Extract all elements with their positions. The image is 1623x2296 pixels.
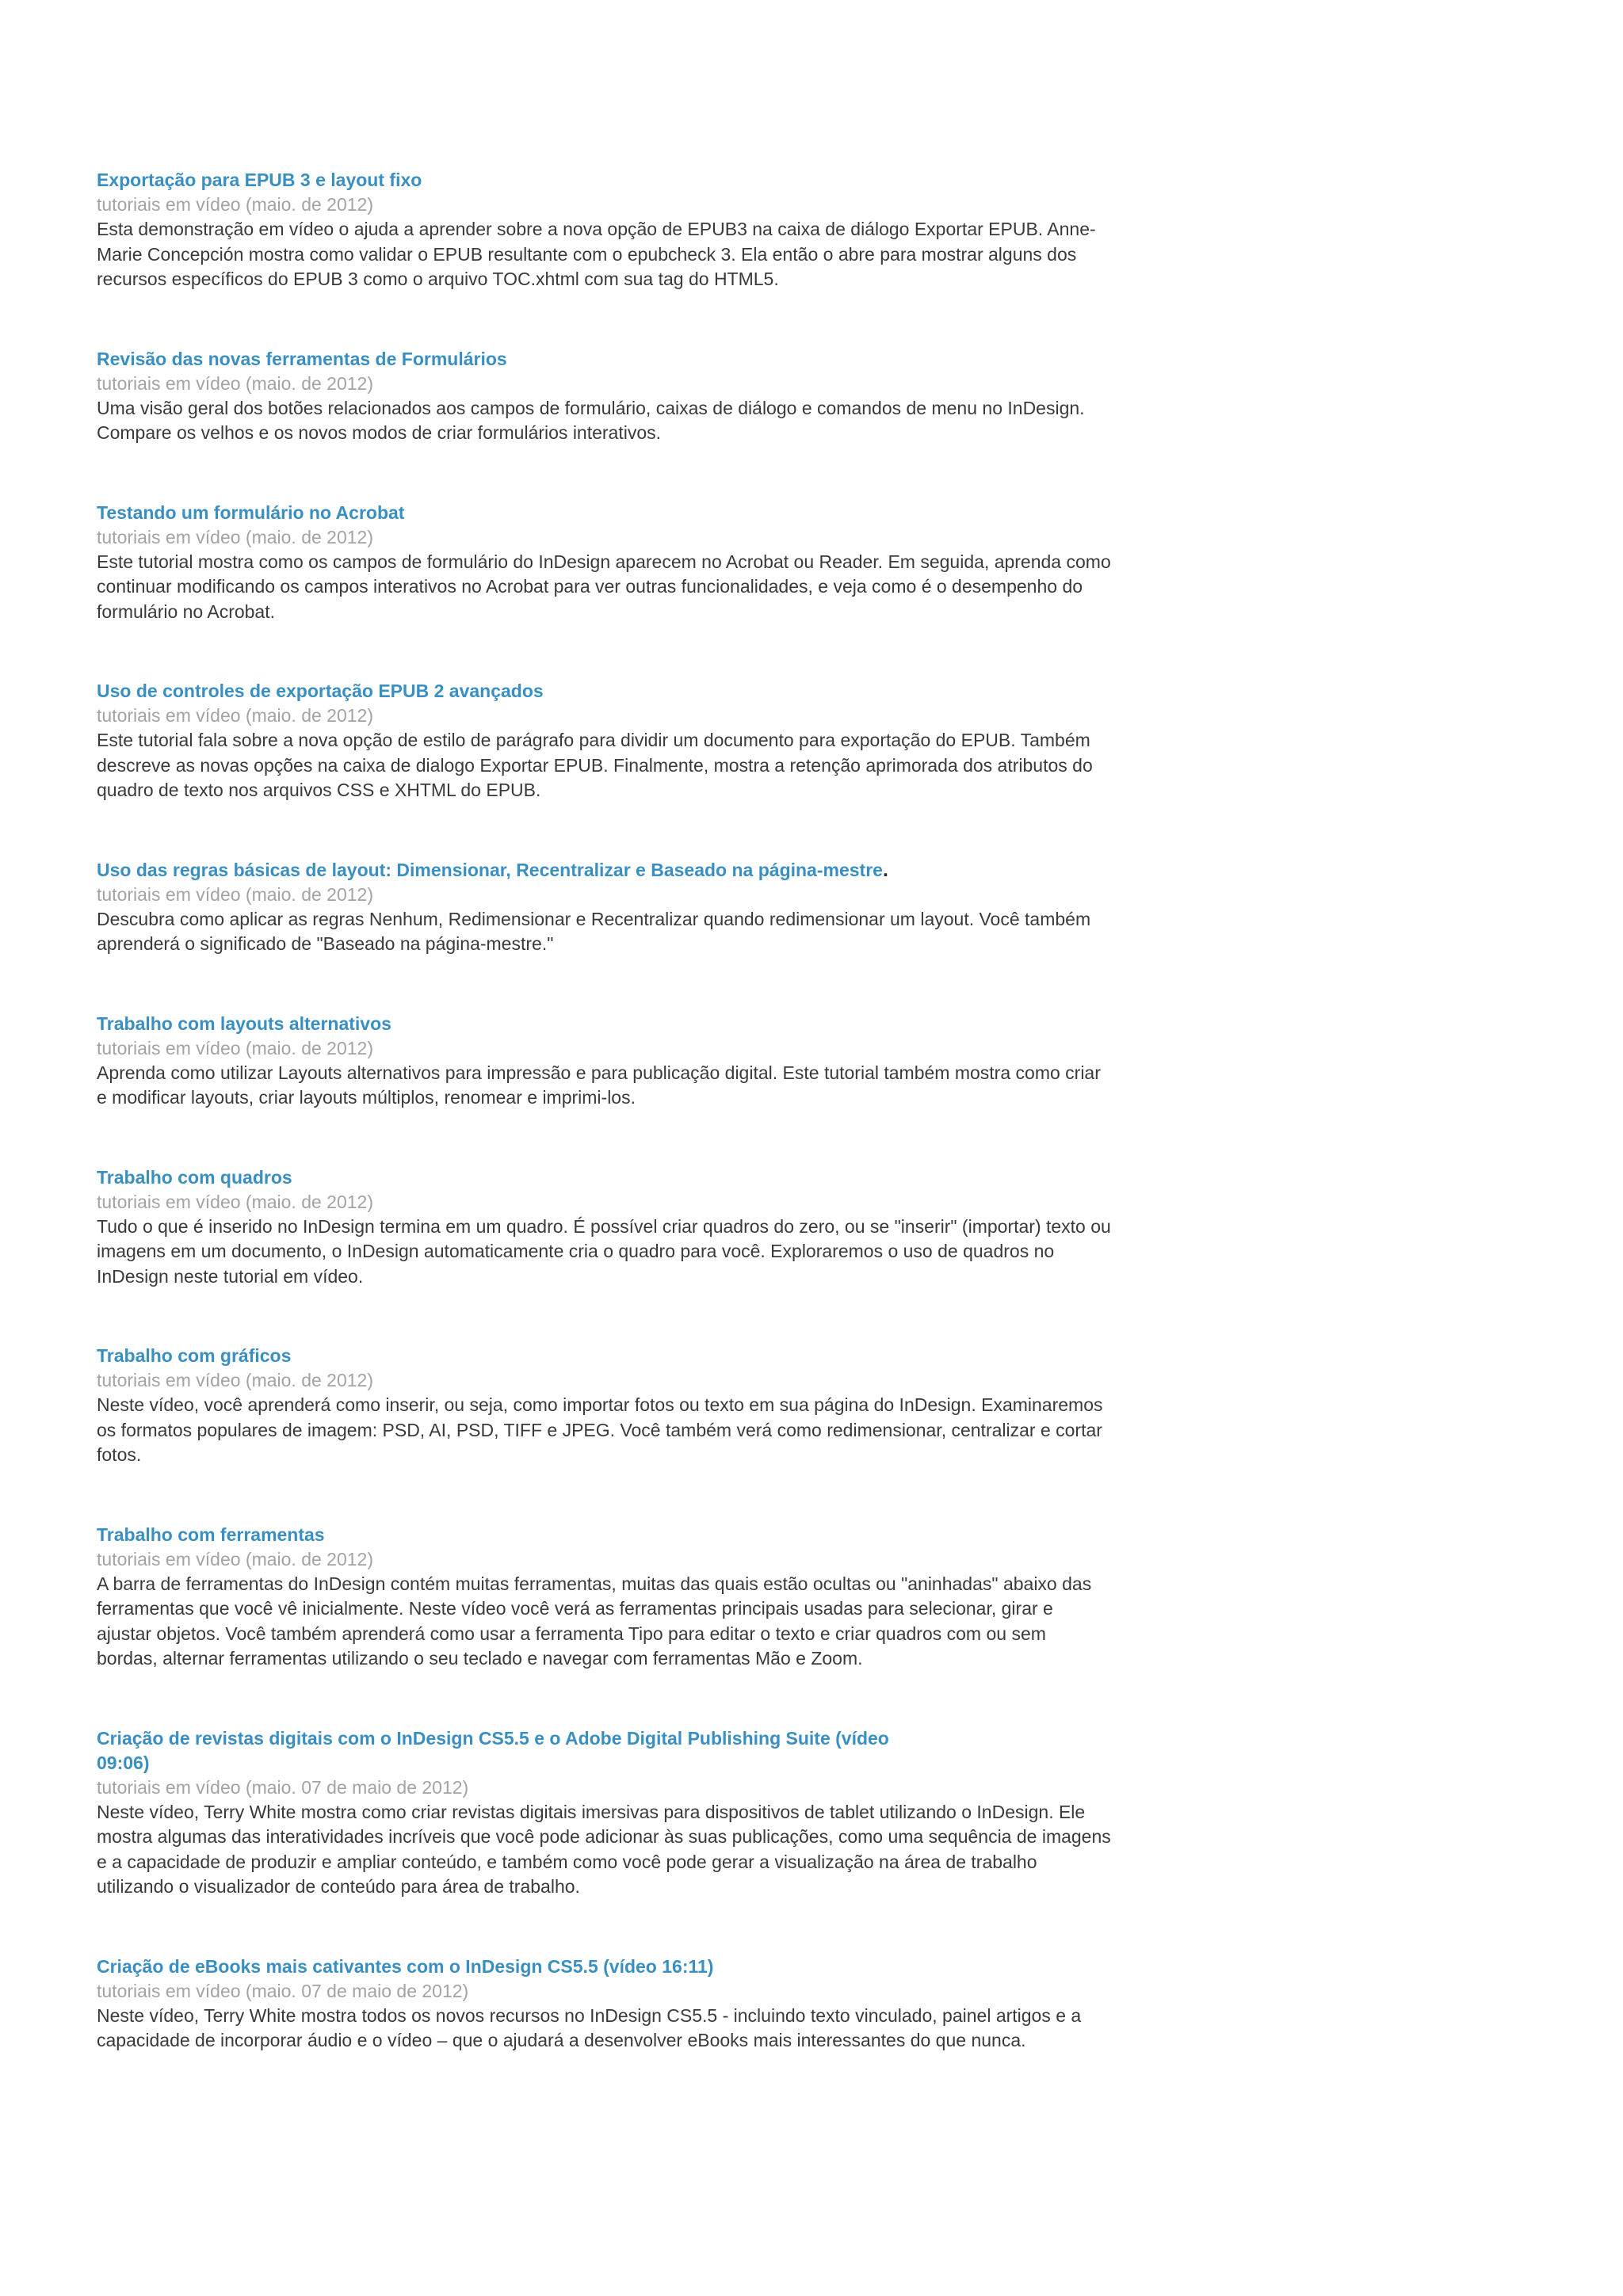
entry-title-line [97, 1523, 1111, 1547]
entry-description: Neste vídeo, Terry White mostra como criar revistas digitais imersivas para dispositivos de tablet utilizando o InDesign. Ele mostra algumas das interatividades incríveis que você pode adicionar às suas publicações, como uma sequência de imagens e a capacidade de produzir e ampliar conteúdo, e também como você pode gerar a visualização na área de trabalho utilizando o visualizador de conteúdo para área de trabalho. [97, 1801, 1111, 1897]
entry-meta: tutoriais em vídeo (maio. de 2012) [97, 883, 374, 905]
entry-title-link[interactable]: Trabalho com ferramentas [97, 1524, 325, 1545]
tutorial-entry [97, 1955, 1111, 2054]
entry-title-line [97, 501, 1111, 525]
entry-title-link[interactable]: Revisão das novas ferramentas de Formulários [97, 348, 507, 369]
entry-meta: tutoriais em vídeo (maio. de 2012) [97, 705, 374, 726]
entry-meta: tutoriais em vídeo (maio. de 2012) [97, 1548, 374, 1569]
entry-meta: tutoriais em vídeo (maio. 07 de maio de 2012) [97, 1980, 469, 2001]
tutorial-entry [97, 1344, 1111, 1468]
entry-meta: tutoriais em vídeo (maio. de 2012) [97, 1370, 374, 1390]
entry-title-line [97, 1012, 1111, 1036]
tutorial-entry [97, 858, 1111, 957]
entry-title-link[interactable]: Trabalho com gráficos [97, 1345, 292, 1366]
tutorial-entry [97, 679, 1111, 803]
entry-title-link[interactable]: Criação de revistas digitais com o InDesign CS5.5 e o Adobe Digital Publishing Suite (vídeo 09:06) [97, 1727, 889, 1773]
entry-description: Tudo o que é inserido no InDesign termina em um quadro. É possível criar quadros do zero, ou se "inserir" (importar) texto ou imagens em um documento, o InDesign automaticamente cria o quadro para você. Exploraremos o uso de quadros no InDesign neste tutorial em vídeo. [97, 1215, 1111, 1287]
entry-meta: tutoriais em vídeo (maio. de 2012) [97, 1191, 374, 1212]
tutorial-entry [97, 1165, 1111, 1290]
tutorial-list [97, 168, 1111, 2108]
entry-title-line [97, 858, 1111, 883]
entry-title-link[interactable]: Uso de controles de exportação EPUB 2 avançados [97, 681, 544, 701]
entry-title-line [97, 1165, 1111, 1190]
entry-description: Neste vídeo, você aprenderá como inserir, ou seja, como importar fotos ou texto em sua página do InDesign. Examinaremos os formatos populares de imagem: PSD, AI, PSD, TIFF e JPEG. Você também verá como redimensionar, centralizar e cortar fotos. [97, 1394, 1103, 1465]
entry-description: Descubra como aplicar as regras Nenhum, Redimensionar e Recentralizar quando redimensionar um layout. Você também aprenderá o significado de "Baseado na página-mestre." [97, 908, 1091, 954]
entry-description: Neste vídeo, Terry White mostra todos os novos recursos no InDesign CS5.5 - incluindo texto vinculado, painel artigos e a capacidade de incorporar áudio e o vídeo – que o ajudará a desenvolver eBooks mais interessantes do que nunca. [97, 2004, 1082, 2050]
entry-title-link[interactable]: Trabalho com layouts alternativos [97, 1013, 391, 1034]
entry-description: Uma visão geral dos botões relacionados aos campos de formulário, caixas de diálogo e comandos de menu no InDesign. Compare os velhos e os novos modos de criar formulários interativos. [97, 397, 1085, 443]
entry-title-link[interactable]: Criação de eBooks mais cativantes com o InDesign CS5.5 (vídeo 16:11) [97, 1955, 714, 1977]
tutorial-entry [97, 168, 1111, 292]
entry-meta: tutoriais em vídeo (maio. de 2012) [97, 1037, 374, 1058]
entry-description: A barra de ferramentas do InDesign contém muitas ferramentas, muitas das quais estão ocultas ou "aninhadas" abaixo das ferramentas que você vê inicialmente. Neste vídeo você verá as ferramentas principais usadas para selecionar, girar e ajustar objetos. Você também aprenderá como usar a ferramenta Tipo para editar o texto e criar quadros com ou sem bordas, alternar ferramentas utilizando o seu teclado e navegar com ferramentas Mão e Zoom. [97, 1573, 1092, 1669]
entry-title-line [97, 1955, 1111, 1979]
entry-title-link[interactable]: Exportação para EPUB 3 e layout fixo [97, 170, 422, 190]
tutorial-entry [97, 1012, 1111, 1111]
entry-title-line [97, 1726, 929, 1775]
entry-title-line [97, 347, 1111, 372]
tutorial-entry [97, 501, 1111, 625]
entry-description: Este tutorial mostra como os campos de formulário do InDesign aparecem no Acrobat ou Reader. Em seguida, aprenda como continuar modificando os campos interativos no Acrobat para ver outras funcionalidades, e veja como é o desempenho do formulário no Acrobat. [97, 551, 1111, 622]
entry-title-line [97, 168, 1111, 193]
entry-title-link[interactable]: Testando um formulário no Acrobat [97, 502, 405, 523]
tutorial-entry [97, 347, 1111, 446]
entry-title-link[interactable]: Trabalho com quadros [97, 1166, 292, 1188]
entry-meta: tutoriais em vídeo (maio. de 2012) [97, 194, 374, 215]
entry-title-period: . [882, 858, 888, 881]
entry-description: Este tutorial fala sobre a nova opção de estilo de parágrafo para dividir um documento para exportação do EPUB. Também descreve as novas opções na caixa de dialogo Exportar EPUB. Finalmente, mostra a retenção aprimorada dos atributos do quadro de texto nos arquivos CSS e XHTML do EPUB. [97, 730, 1093, 800]
tutorial-entry [97, 1523, 1111, 1672]
entry-title-link[interactable]: Uso das regras básicas de layout: Dimensionar, Recentralizar e Baseado na página-mestre [97, 859, 883, 880]
entry-description: Aprenda como utilizar Layouts alternativos para impressão e para publicação digital. Este tutorial também mostra como criar e modificar layouts, criar layouts múltiplos, renomear e imprimi-los. [97, 1062, 1101, 1108]
entry-meta: tutoriais em vídeo (maio. de 2012) [97, 372, 374, 394]
entry-meta: tutoriais em vídeo (maio. 07 de maio de 2012) [97, 1776, 469, 1798]
tutorial-entry [97, 1726, 1111, 1900]
entry-title-line [97, 679, 1111, 704]
entry-description: Esta demonstração em vídeo o ajuda a aprender sobre a nova opção de EPUB3 na caixa de diálogo Exportar EPUB. Anne-Marie Concepción mostra como validar o EPUB resultante com o epubcheck 3. Ela então o abre para mostrar alguns dos recursos específicos do EPUB 3 como o arquivo TOC.xhtml com sua tag do HTML5. [97, 219, 1096, 289]
entry-title-line [97, 1344, 1111, 1368]
entry-meta: tutoriais em vídeo (maio. de 2012) [97, 526, 374, 547]
